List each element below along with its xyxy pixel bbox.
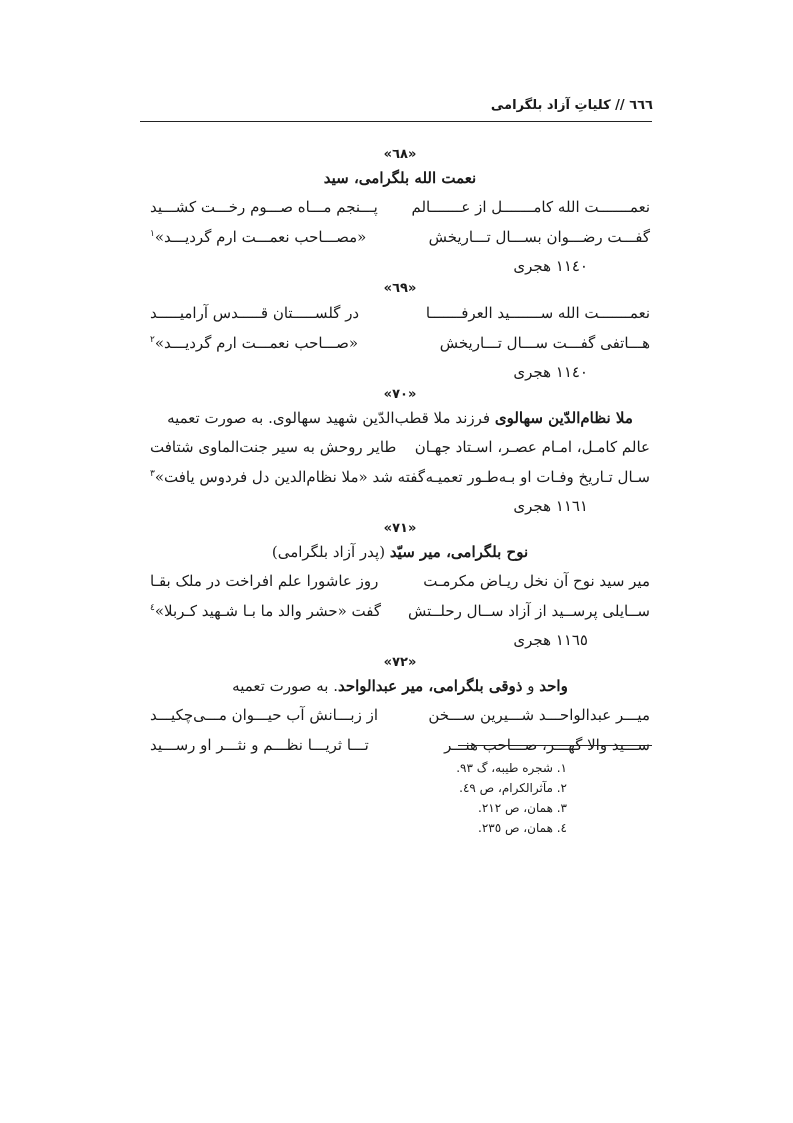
footnote-marker: ٢	[150, 335, 155, 345]
verse-row	[150, 566, 650, 596]
hemistich-right: ســـید والا گهـــر، صـــاحب هنـــر	[444, 736, 650, 754]
entry-title-description: فرزند ملا قطب‌الدّین شهید سهالوی. به صورت تعمیه	[167, 409, 495, 427]
entry-70	[150, 386, 650, 520]
entry-71	[150, 520, 650, 654]
hemistich-text: «مصـــاحب نعمـــت ارم گردیـــد»	[154, 228, 367, 246]
entry-number: «٧٠»	[383, 387, 417, 402]
entry-title-conjunction: و	[522, 677, 540, 695]
verse-row	[150, 192, 650, 222]
hemistich-left	[150, 596, 381, 626]
date-line: ١١٤٠ هجری	[513, 257, 588, 275]
footnote-item: ٢. مآثرالکرام، ص ٤٩.	[459, 781, 567, 795]
hemistich-left	[150, 328, 358, 358]
verse-row	[150, 432, 650, 462]
entry-title-description: . به صورت تعمیه	[232, 677, 338, 695]
hemistich-right: نعمـــــــت الله کامـــــــل از عـــــــالم	[411, 198, 650, 216]
hemistich-right: سـال تـاریخ وفـات او بـه‌طـور تعمیـه	[425, 468, 650, 486]
hemistich-text: گفته شد «ملا نظام‌الدین دل فردوس یافت»	[154, 468, 425, 486]
page-body	[150, 146, 650, 760]
hemistich-text: گفت «حشر والد ما بـا شـهید کـربلا»	[154, 602, 382, 620]
entry-number: «٧٢»	[383, 655, 417, 670]
entry-title-name: نوح بلگرامی، میر سیّد	[389, 543, 529, 561]
hemistich-left: از زبـــانش آب حیـــوان مـــی‌چکیـــد	[150, 706, 379, 724]
entry-title-description: (پدر آزاد بلگرامی)	[271, 543, 390, 561]
hemistich-text: «صـــاحب نعمـــت ارم گردیـــد»	[154, 334, 359, 352]
entry-title	[150, 404, 650, 432]
date-line: ١١٦١ هجری	[513, 497, 588, 515]
footnote-marker: ٣	[150, 469, 155, 479]
hemistich-right: میر سید نوح آن نخل ریـاض مکرمـت	[423, 572, 650, 590]
entry-title	[150, 672, 650, 700]
verse-row	[150, 700, 650, 730]
entry-title-name: واحد	[539, 677, 568, 695]
footnote-item: ١. شجره طیبه، گ ٩٣.	[456, 761, 567, 775]
entry-title	[150, 164, 650, 192]
hemistich-left: پـــنجم مـــاه صـــوم رخـــت کشـــید	[150, 198, 378, 216]
footnote-marker: ٤	[150, 603, 155, 613]
hemistich-left: طایر روحش به سیر جنت‌الماوی شتافت	[150, 438, 397, 456]
entry-number: «٦٨»	[383, 147, 417, 162]
entry-title-name: ملا نظام‌الدّین سهالوی	[494, 409, 633, 427]
date-line: ١١٦٥ هجری	[513, 631, 588, 649]
verse-row	[150, 222, 650, 252]
entry-title	[150, 538, 650, 566]
entry-title-name-2: ذوقی بلگرامی، میر عبدالواحد	[337, 677, 523, 695]
header-rule	[140, 121, 652, 122]
hemistich-right: میـــر عبدالواحـــد شـــیرین ســـخن	[428, 706, 650, 724]
footnotes	[456, 758, 567, 838]
hemistich-right: ســایلی پرســید از آزاد ســال رحلــتش	[407, 602, 650, 620]
verse-row	[150, 298, 650, 328]
verse-row	[150, 596, 650, 626]
hemistich-left	[150, 222, 366, 252]
entry-title-name: نعمت الله بلگرامی، سید	[323, 169, 477, 187]
verse-row	[150, 328, 650, 358]
hemistich-right: هـــاتفی گفـــت ســـال تـــاریخش	[439, 334, 650, 352]
hemistich-right: گفـــت رضـــوان بســـال تـــاریخش	[428, 228, 650, 246]
hemistich-left	[150, 462, 425, 492]
footnote-item: ٣. همان، ص ٢١٢.	[478, 801, 567, 815]
hemistich-right: نعمـــــــت الله ســـــــید العرفـــــــا	[425, 304, 650, 322]
entry-number: «٦٩»	[383, 281, 417, 296]
footnote-marker: ١	[150, 229, 155, 239]
entry-69	[150, 280, 650, 386]
hemistich-left: روز عاشورا علم افراخت در ملک بقـا	[150, 572, 379, 590]
footnote-rule	[458, 745, 652, 746]
entry-68	[150, 146, 650, 280]
running-header: ٦٦٦ // کلیاتِ آزاد بلگرامی	[490, 98, 653, 113]
verse-row	[150, 462, 650, 492]
hemistich-right: عالم کامـل، امـام عصـر، اسـتاد جهـان	[414, 438, 650, 456]
date-line: ١١٤٠ هجری	[513, 363, 588, 381]
footnote-item: ٤. همان، ص ٢٣٥.	[478, 821, 567, 835]
hemistich-left: تـــا ثریـــا نظـــم و نثـــر او رســـید	[150, 736, 369, 754]
entry-number: «٧١»	[383, 521, 417, 536]
hemistich-left: در گلســـــتان قـــــدس آرامیـــــد	[150, 304, 360, 322]
